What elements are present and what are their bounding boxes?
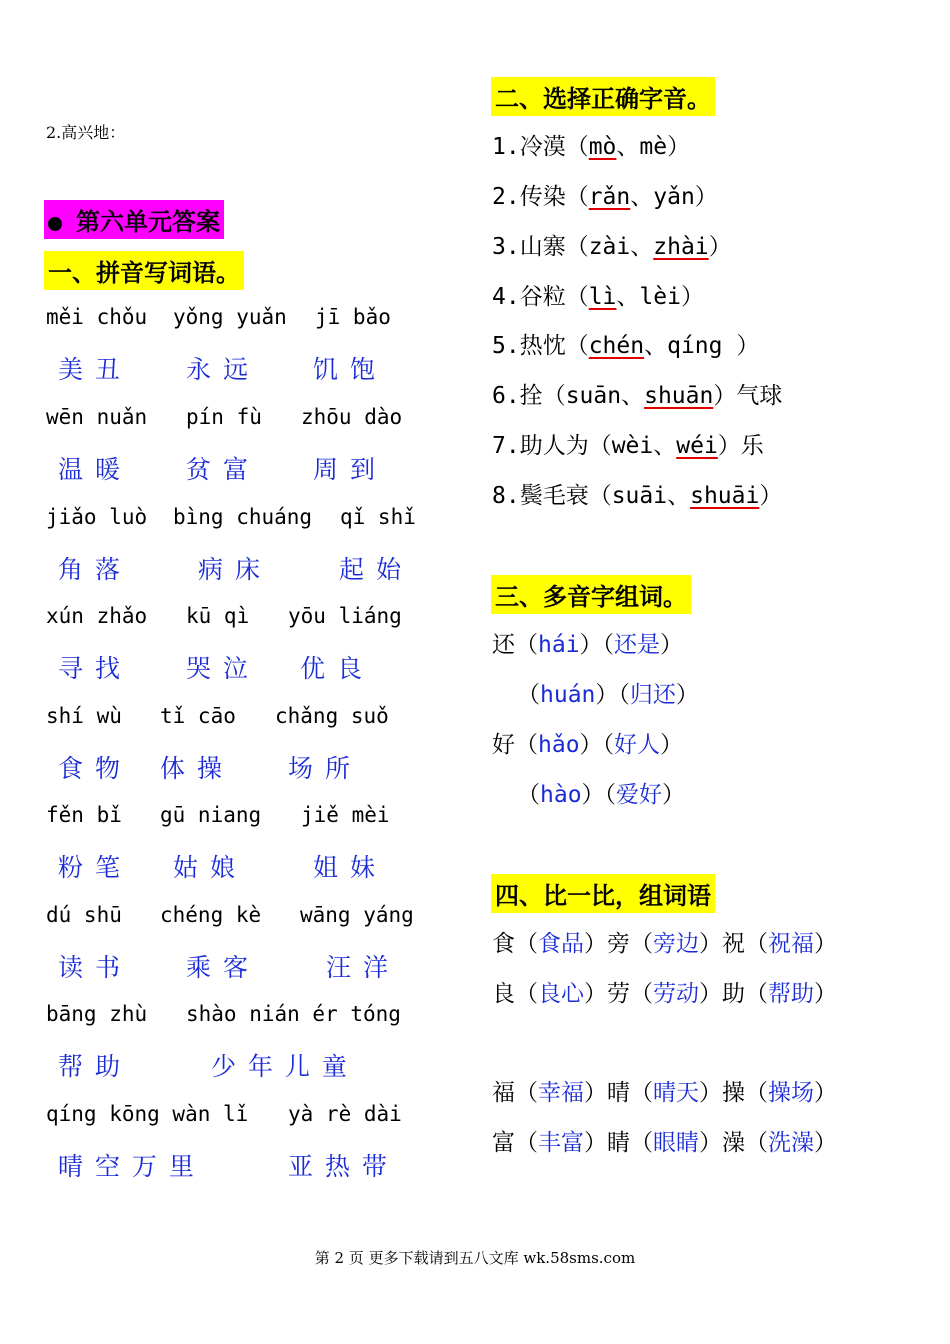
answer-word: 起 始 bbox=[339, 555, 403, 584]
question-item bbox=[492, 228, 732, 261]
q-answer: lì bbox=[588, 284, 617, 310]
pinyin-cell: yǒng yuǎn bbox=[173, 305, 287, 329]
question-item bbox=[492, 278, 704, 311]
poly-word: 归还 bbox=[629, 682, 676, 708]
compare-char: 良 bbox=[492, 981, 515, 1007]
poly-char: 好 bbox=[492, 732, 515, 758]
q-suffix: ） bbox=[722, 333, 760, 359]
q-suffix: ） bbox=[708, 234, 732, 260]
q-suffix: ） bbox=[694, 184, 718, 210]
answer-word: 读 书 bbox=[58, 953, 122, 982]
compare-word: 良心 bbox=[538, 981, 584, 1007]
compare-char: 富 bbox=[492, 1130, 515, 1156]
compare-char: 福 bbox=[492, 1080, 515, 1106]
q-answer: wéi bbox=[676, 433, 718, 459]
pinyin-cell: jiě mèi bbox=[301, 803, 390, 827]
poly-pinyin: hái bbox=[538, 632, 580, 658]
poly-word: 还是 bbox=[614, 632, 661, 658]
compare-row: 食（食品）旁（旁边）祝（祝福） bbox=[492, 931, 837, 957]
compare-word: 帮助 bbox=[768, 981, 814, 1007]
q-answer: mò bbox=[588, 134, 617, 160]
answer-word: 晴 空 万 里 bbox=[58, 1152, 196, 1181]
question-item bbox=[492, 377, 782, 410]
pinyin-cell: yà rè dài bbox=[288, 1102, 402, 1126]
compare-char: 食 bbox=[492, 931, 515, 957]
bullet-icon bbox=[48, 217, 62, 231]
answer-word: 姑 娘 bbox=[173, 853, 237, 882]
pinyin-cell: qíng kōng wàn lǐ bbox=[46, 1102, 249, 1126]
page-footer: 第 2 页 更多下载请到五八文库 wk.58sms.com bbox=[314, 1249, 636, 1267]
compare-row: 富（丰富）睛（眼睛）澡（洗澡） bbox=[492, 1130, 837, 1156]
question-item bbox=[492, 427, 764, 460]
compare-word: 食品 bbox=[538, 931, 584, 957]
compare-char: 旁 bbox=[607, 931, 630, 957]
question-2-label: 2.高兴地： bbox=[46, 123, 126, 142]
question-item bbox=[492, 128, 690, 161]
q-answer: shuān bbox=[644, 383, 714, 409]
answer-word: 温 暖 bbox=[58, 455, 122, 484]
section-4-title: 四、比一比，组词语 bbox=[491, 874, 715, 913]
pinyin-cell: jiǎo luò bbox=[46, 505, 148, 529]
pinyin-cell: bìng chuáng bbox=[173, 505, 313, 529]
pinyin-cell: zhōu dào bbox=[301, 405, 403, 429]
q-prefix: 2.传染（ bbox=[492, 184, 589, 210]
answer-word: 帮 助 bbox=[58, 1052, 122, 1081]
compare-char: 晴 bbox=[607, 1080, 630, 1106]
answer-word: 病 床 bbox=[198, 555, 262, 584]
pinyin-cell: fěn bǐ bbox=[46, 803, 122, 827]
answer-word: 哭 泣 bbox=[186, 654, 250, 683]
unit-title-text: 第六单元答案 bbox=[76, 207, 220, 236]
q-suffix: ） bbox=[667, 134, 691, 160]
answer-word: 贫 富 bbox=[186, 455, 250, 484]
q-suffix: ） bbox=[759, 483, 783, 509]
pinyin-cell: wēn nuǎn bbox=[46, 405, 148, 429]
poly-pinyin: huán bbox=[540, 682, 596, 708]
compare-char: 睛 bbox=[607, 1130, 630, 1156]
polyphone-item: （huán）（归还） bbox=[517, 682, 699, 708]
answer-word: 汪 洋 bbox=[326, 953, 390, 982]
polyphone-item: （hào）（爱好） bbox=[517, 782, 686, 808]
q-prefix: 7.助人为（wèi、 bbox=[492, 433, 677, 459]
compare-word: 眼睛 bbox=[653, 1130, 699, 1156]
pinyin-cell: shí wù bbox=[46, 704, 122, 728]
pinyin-cell: tǐ cāo bbox=[160, 704, 236, 728]
pinyin-cell: shào nián ér tóng bbox=[186, 1002, 401, 1026]
q-prefix: 1.冷漠（ bbox=[492, 134, 589, 160]
unit-title bbox=[44, 200, 224, 239]
poly-word: 爱好 bbox=[616, 782, 663, 808]
answer-word: 姐 妹 bbox=[313, 853, 377, 882]
pinyin-cell: kū qì bbox=[186, 604, 250, 628]
answer-word: 少 年 儿 童 bbox=[211, 1052, 349, 1081]
answer-word: 饥 饱 bbox=[313, 355, 377, 384]
q-prefix: 6.拴（suān、 bbox=[492, 383, 645, 409]
answer-word: 体 操 bbox=[160, 754, 224, 783]
compare-word: 操场 bbox=[768, 1080, 814, 1106]
pinyin-cell: xún zhǎo bbox=[46, 604, 148, 628]
question-item bbox=[492, 327, 759, 360]
q-answer: rǎn bbox=[588, 184, 631, 210]
answer-word: 优 良 bbox=[300, 654, 364, 683]
poly-pinyin: hào bbox=[540, 782, 582, 808]
compare-word: 祝福 bbox=[768, 931, 814, 957]
answer-word: 角 落 bbox=[58, 555, 122, 584]
q-prefix: 3.山寨（zài、 bbox=[492, 234, 654, 260]
pinyin-cell: qǐ shǐ bbox=[340, 505, 416, 529]
pinyin-cell: gū niang bbox=[160, 803, 262, 827]
q-suffix: ）气球 bbox=[713, 383, 783, 409]
q-suffix: ） bbox=[680, 284, 704, 310]
section-2-title: 二、选择正确字音。 bbox=[491, 77, 715, 116]
compare-word: 幸福 bbox=[538, 1080, 584, 1106]
q-option: 、lèi bbox=[616, 284, 681, 310]
pinyin-cell: pín fù bbox=[186, 405, 262, 429]
q-prefix: 5.热忱（ bbox=[492, 333, 589, 359]
polyphone-item: 好（hǎo）（好人） bbox=[492, 732, 684, 758]
q-answer: shuāi bbox=[690, 483, 760, 509]
answer-word: 周 到 bbox=[313, 455, 377, 484]
q-answer: chén bbox=[588, 333, 645, 359]
compare-char: 操 bbox=[722, 1080, 745, 1106]
compare-char: 劳 bbox=[607, 981, 630, 1007]
q-option: 、qíng bbox=[644, 333, 723, 359]
poly-pinyin: hǎo bbox=[538, 732, 580, 758]
compare-word: 旁边 bbox=[653, 931, 699, 957]
section-1-title: 一、拼音写词语。 bbox=[44, 251, 244, 290]
question-item bbox=[492, 477, 782, 510]
answer-word: 亚 热 带 bbox=[288, 1152, 389, 1181]
question-item bbox=[492, 178, 718, 211]
compare-word: 劳动 bbox=[653, 981, 699, 1007]
q-suffix: ）乐 bbox=[717, 433, 764, 459]
q-answer: zhài bbox=[653, 234, 709, 260]
answer-word: 食 物 bbox=[58, 754, 122, 783]
pinyin-cell: dú shū bbox=[46, 903, 122, 927]
pinyin-cell: měi chǒu bbox=[46, 305, 148, 329]
section-3-title: 三、多音字组词。 bbox=[491, 575, 691, 614]
poly-word: 好人 bbox=[614, 732, 661, 758]
compare-word: 晴天 bbox=[653, 1080, 699, 1106]
q-prefix: 8.鬓毛衰（suāi、 bbox=[492, 483, 691, 509]
compare-char: 澡 bbox=[722, 1130, 745, 1156]
answer-word: 永 远 bbox=[186, 355, 250, 384]
answer-word: 乘 客 bbox=[186, 953, 250, 982]
compare-char: 祝 bbox=[722, 931, 745, 957]
compare-char: 助 bbox=[722, 981, 745, 1007]
q-option: 、mè bbox=[616, 134, 668, 160]
pinyin-cell: yōu liáng bbox=[288, 604, 402, 628]
compare-row: 福（幸福）晴（晴天）操（操场） bbox=[492, 1080, 837, 1106]
pinyin-cell: wāng yáng bbox=[300, 903, 414, 927]
pinyin-cell: bāng zhù bbox=[46, 1002, 148, 1026]
compare-word: 洗澡 bbox=[768, 1130, 814, 1156]
answer-word: 粉 笔 bbox=[58, 853, 122, 882]
answer-word: 场 所 bbox=[288, 754, 352, 783]
pinyin-cell: jī bǎo bbox=[315, 305, 391, 329]
pinyin-cell: chǎng suǒ bbox=[275, 704, 389, 728]
answer-word: 寻 找 bbox=[58, 654, 122, 683]
polyphone-item: 还（hái）（还是） bbox=[492, 632, 684, 658]
answer-word: 美 丑 bbox=[58, 355, 122, 384]
compare-row: 良（良心）劳（劳动）助（帮助） bbox=[492, 981, 837, 1007]
poly-char: 还 bbox=[492, 632, 515, 658]
compare-word: 丰富 bbox=[538, 1130, 584, 1156]
pinyin-cell: chéng kè bbox=[160, 903, 262, 927]
q-option: 、yǎn bbox=[630, 184, 695, 210]
q-prefix: 4.谷粒（ bbox=[492, 284, 589, 310]
